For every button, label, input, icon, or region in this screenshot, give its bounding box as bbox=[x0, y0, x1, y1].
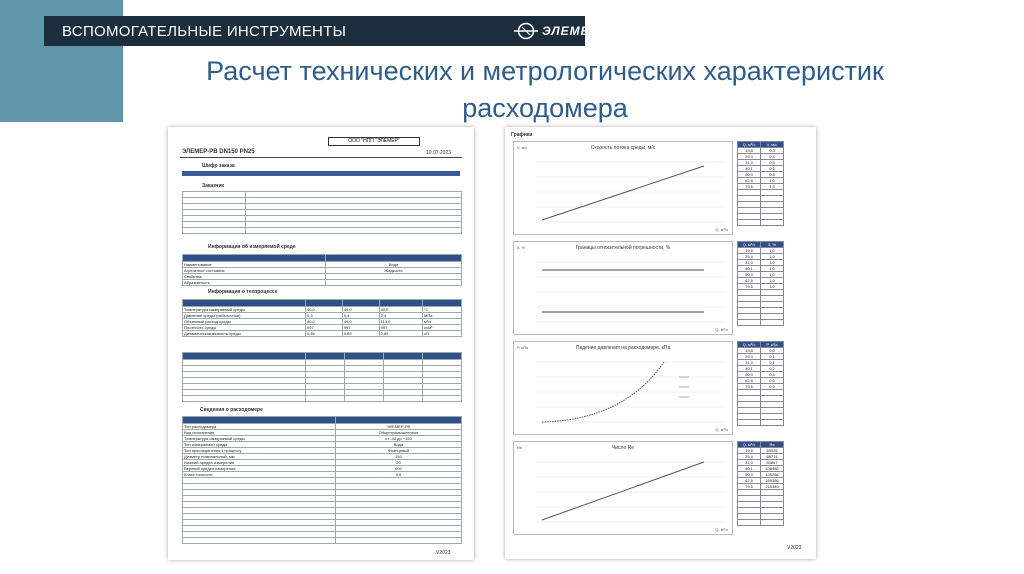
report-document bbox=[168, 127, 474, 560]
error-chart-xlabel: Q, м³/ч bbox=[715, 327, 728, 332]
reynolds-series-line bbox=[542, 462, 704, 520]
reynolds-chart-xlabel: Q, м³/ч bbox=[715, 527, 728, 532]
reynolds-chart bbox=[513, 441, 733, 535]
reynolds-plot bbox=[514, 442, 732, 534]
slide-title bbox=[140, 53, 950, 127]
error-chart-ylabel: δ, % bbox=[517, 245, 526, 250]
pressure-legend bbox=[679, 377, 689, 397]
report-rule bbox=[180, 157, 462, 158]
flowmeter-heading: Сведения о расходомере bbox=[200, 407, 263, 413]
pressure-plot bbox=[514, 342, 732, 434]
flowmeter-table: Тип расходомера ЭЛЕМЕР-РВ Вид исполнения Общепромышленное Температура измеряемой среды от -40 до +150 Тип измеряемой среды Вода Тип присоединения к процессу Фланцевый Диаметр номинальный, мм 150 Нижний предел измерения 20 Верхний предел измерения 600 Класс точности 0,5 bbox=[182, 416, 462, 544]
banner-title: ВСПОМОГАТЕЛЬНЫЕ ИНСТРУМЕНТЫ bbox=[62, 23, 347, 40]
error-side-table: Q, м³/ч δ, % 19,6 1,0 25,4 1,0 31,0 1,0 40,1 1,0 50,0 1,0 62,6 1,0 79,6 1,0 bbox=[737, 241, 784, 326]
process-table: Температура измеряемой среды 40,0 40,0 40,0 °C Давление среды (избыточное) 0,3 0,4 0,4 МПа Объемный расход среды 40,0 40,0 113,0 м³/ч Плотность среды 997 997 997 кг/м³ Динамическая вязкость среды 0,89 0,89 0,89 сП bbox=[182, 299, 462, 337]
velocity-plot bbox=[514, 142, 732, 234]
medium-table: Наименование Вода Агрегатное состояние Жидкость Свойства Абразивность bbox=[182, 254, 462, 286]
medium-heading: Информация об измеряемой среде bbox=[208, 244, 296, 250]
pressure-drop-chart bbox=[513, 341, 733, 435]
cipher-band bbox=[182, 171, 460, 176]
reynolds-side-table: Q, м³/ч Re 19,6 53025 25,4 68714 31,0 83867 40,1 108485 50,0 135268 62,6 169356 79,6 215349 bbox=[737, 441, 784, 526]
customer-heading: Заказчик bbox=[202, 183, 225, 189]
error-chart-title: Границы относительной погрешности, % bbox=[575, 245, 671, 251]
process-heading: Информация о техпроцессе bbox=[208, 289, 278, 295]
process-table-2 bbox=[182, 352, 462, 402]
reynolds-chart-ylabel: Re bbox=[517, 445, 523, 450]
report-date: 10.07.2023 bbox=[426, 150, 452, 156]
header-banner bbox=[44, 16, 599, 46]
pressure-side-table: Q, м³/ч P, кПа 19,6 0,0 25,4 0,1 31,0 0,1 40,1 0,2 50,0 0,4 62,6 0,6 79,6 0,9 bbox=[737, 341, 784, 426]
slide-title-line-1: Расчет технических и метрологических характеристик bbox=[206, 56, 884, 86]
report-company: ООО "НПП "ЭЛЕМЕР" bbox=[348, 138, 400, 144]
cipher-heading: Шифр заказа bbox=[202, 163, 235, 169]
velocity-side-table: Q, м³/ч V, м/с 19,6 0,3 25,4 0,4 31,0 0,5 40,1 0,6 50,0 0,8 62,6 1,0 79,6 1,3 bbox=[737, 141, 784, 226]
velocity-chart-ylabel: V, м/с bbox=[517, 145, 528, 150]
graphs-document bbox=[505, 127, 816, 559]
error-plot bbox=[514, 242, 732, 334]
graphs-signature: V2023 bbox=[787, 545, 802, 551]
reynolds-chart-title: Число Re bbox=[611, 445, 635, 451]
velocity-chart-xlabel: Q, м³/ч bbox=[715, 227, 728, 232]
pressure-chart-title: Падение давления на расходомере, кПа bbox=[575, 345, 671, 351]
velocity-chart-title: Скорость потока среды, м/с bbox=[590, 145, 656, 151]
report-company-box bbox=[328, 137, 420, 146]
pressure-chart-xlabel: Q, м³/ч bbox=[715, 427, 728, 432]
slide-title-line-2: расходомера bbox=[462, 93, 628, 123]
velocity-chart bbox=[513, 141, 733, 235]
report-signature: V2023 bbox=[436, 550, 451, 556]
velocity-series-line bbox=[542, 166, 704, 220]
error-limits-chart bbox=[513, 241, 733, 335]
pressure-chart-ylabel: P, кПа bbox=[517, 345, 529, 350]
graphs-heading: Графики bbox=[511, 132, 533, 138]
customer-table bbox=[182, 191, 462, 234]
logo-text: ЭЛЕМЕР bbox=[542, 24, 599, 38]
report-model: ЭЛЕМЕР-РВ DN150 PN25 bbox=[182, 149, 255, 155]
